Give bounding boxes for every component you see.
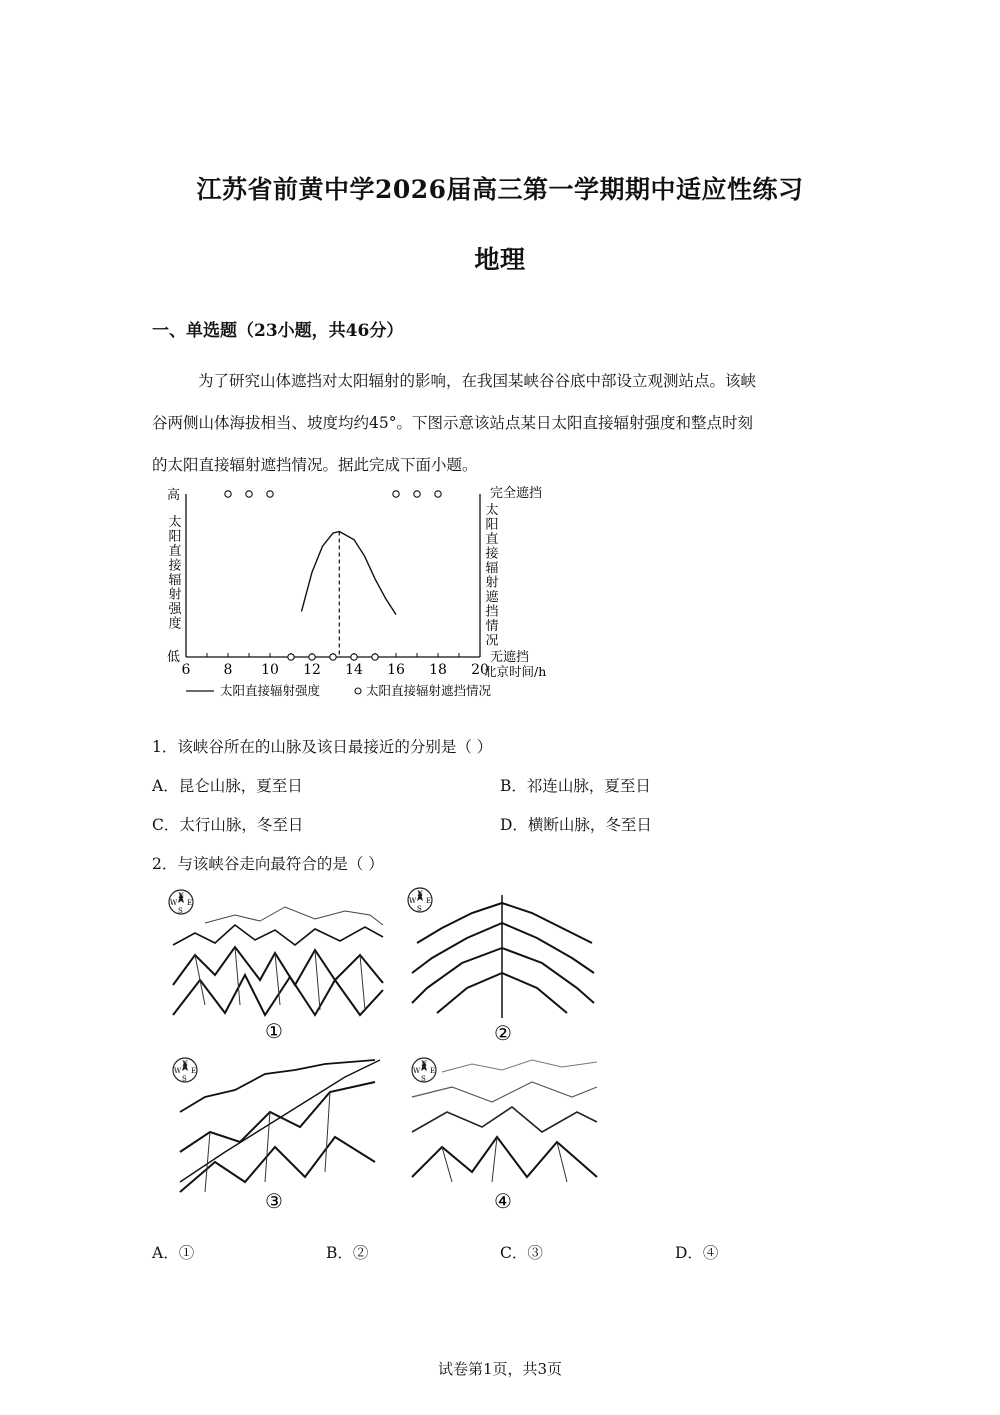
svg-text:S: S [421, 1075, 426, 1083]
radiation-chart [150, 480, 570, 705]
y-label-left-char: 太 [168, 515, 182, 530]
page-footer: 试卷第1页，共3页 [437, 1360, 563, 1378]
shading-point [225, 491, 231, 497]
x-tick-label: 10 [261, 662, 279, 678]
y-label-left-char: 度 [168, 616, 182, 632]
compass-n: N [178, 892, 185, 900]
compass-w: W [170, 899, 178, 907]
question-1-stem: 1．该峡谷所在的山脉及该日最接近的分别是（ ） [152, 738, 493, 756]
y-label-right-char: 遮 [485, 590, 499, 605]
svg-text:N: N [421, 1060, 428, 1068]
x-tick-label: 14 [345, 662, 363, 678]
svg-text:N: N [417, 890, 424, 898]
y-label-right-char: 射 [485, 575, 499, 591]
mountain-sketch-3 [165, 1052, 387, 1217]
legend-circle-label: 太阳直接辐射遮挡情况 [366, 683, 492, 698]
compass-icon [169, 890, 193, 915]
page-title: 江苏省前黄中学2026届高三第一学期期中适应性练习 [196, 175, 804, 204]
radiation-curve [302, 532, 397, 615]
q1-option-a[interactable]: A．昆仑山脉，夏至日 [152, 777, 303, 795]
svg-text:S: S [182, 1075, 187, 1083]
y-label-left-char: 辐 [168, 573, 182, 588]
y-label-right-char: 阳 [485, 517, 499, 533]
svg-text:W: W [413, 1067, 421, 1075]
x-tick-label: 20 [471, 662, 489, 678]
passage-line: 的太阳直接辐射遮挡情况。据此完成下面小题。 [152, 456, 478, 474]
shading-point [330, 654, 336, 660]
right-top-label: 完全遮挡 [490, 486, 543, 501]
legend-circle-swatch [355, 688, 361, 694]
q2-option-b[interactable]: B．② [326, 1244, 369, 1262]
shading-point [246, 491, 252, 497]
x-axis-label: 北京时间/h [484, 664, 547, 679]
shading-point [288, 654, 294, 660]
svg-text:W: W [174, 1067, 182, 1075]
y-label-right-char: 接 [485, 546, 499, 562]
x-tick-label: 18 [429, 662, 447, 678]
section-heading: 一、单选题（23小题，共46分） [152, 321, 404, 341]
svg-text:W: W [409, 897, 417, 905]
shading-point [414, 491, 420, 497]
y-label-right-char: 直 [485, 532, 499, 547]
compass-e: E [187, 899, 193, 907]
y-label-left-char: 直 [168, 544, 182, 559]
svg-text:S: S [417, 905, 422, 913]
shading-point [372, 654, 378, 660]
x-tick-label: 6 [181, 662, 191, 678]
svg-text:N: N [182, 1060, 189, 1068]
y-label-left-char: 强 [168, 602, 182, 617]
mountain-sketch-4 [402, 1052, 602, 1217]
compass-icon [412, 1058, 436, 1083]
y-label-left-char: 阳 [168, 529, 182, 545]
compass-icon [408, 888, 432, 913]
q1-option-d[interactable]: D．横断山脉，冬至日 [500, 816, 652, 834]
y-label-left-char: 射 [168, 587, 182, 603]
shading-point [309, 654, 315, 660]
compass-icon [173, 1058, 197, 1083]
y-label-right-char: 情 [485, 619, 499, 634]
q1-option-c[interactable]: C．太行山脉，冬至日 [152, 816, 304, 834]
shading-point [393, 491, 399, 497]
passage-line: 为了研究山体遮挡对太阳辐射的影响，在我国某峡谷谷底中部设立观测站点。该峡 [198, 372, 757, 390]
svg-text:E: E [191, 1067, 197, 1075]
right-bottom-label: 无遮挡 [490, 650, 530, 665]
svg-text:E: E [430, 1067, 436, 1075]
y-label-right-char: 挡 [485, 604, 499, 620]
shading-point [267, 491, 273, 497]
mountain-sketch-2 [402, 883, 602, 1048]
y-label-right-char: 况 [485, 633, 499, 649]
figure-label-2: ② [494, 1021, 512, 1045]
y-label-right-char: 太 [485, 503, 499, 518]
subject-title: 地理 [474, 245, 526, 274]
passage-line: 谷两侧山体海拔相当、坡度均约45°。下图示意该站点某日太阳直接辐射强度和整点时刻 [152, 414, 753, 432]
y-label-right-char: 辐 [485, 561, 499, 576]
passage [152, 360, 842, 486]
figure-label-4: ④ [494, 1189, 512, 1213]
shading-point [435, 491, 441, 497]
svg-text:E: E [426, 897, 432, 905]
figure-label-1: ① [265, 1019, 283, 1043]
q2-option-a[interactable]: A．① [152, 1244, 195, 1262]
q1-option-b[interactable]: B．祁连山脉，夏至日 [500, 777, 651, 795]
question-2-stem: 2．与该峡谷走向最符合的是（ ） [152, 855, 384, 873]
mountain-sketch-1 [165, 885, 387, 1045]
q2-option-c[interactable]: C．③ [500, 1244, 543, 1262]
shading-point [351, 654, 357, 660]
left-bottom-label: 低 [166, 650, 180, 665]
left-top-label: 高 [166, 488, 180, 503]
q2-option-d[interactable]: D．④ [675, 1244, 719, 1262]
legend-curve-label: 太阳直接辐射强度 [220, 683, 321, 698]
x-tick-label: 16 [387, 662, 405, 678]
x-tick-label: 8 [223, 662, 233, 678]
x-tick-label: 12 [303, 662, 321, 678]
y-label-left-char: 接 [168, 558, 182, 574]
figure-label-3: ③ [265, 1189, 283, 1213]
compass-s: S [178, 907, 183, 915]
